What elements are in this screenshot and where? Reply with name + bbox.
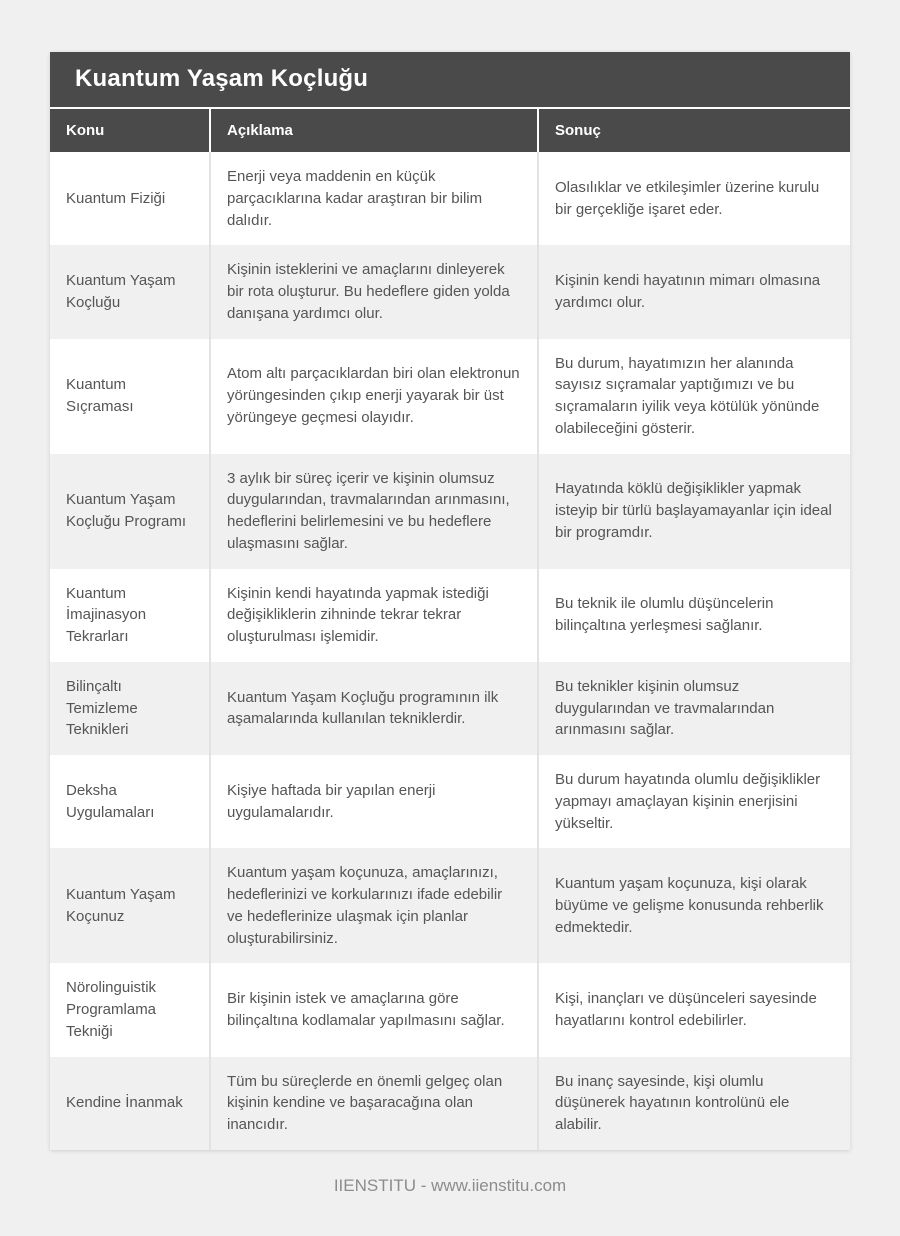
- table-header-row: [50, 108, 850, 152]
- description-cell: Bir kişinin istek ve amaçlarına göre bilinçaltına kodlamalar yapılmasını sağlar.: [210, 963, 538, 1056]
- table-row: [50, 152, 850, 245]
- description-cell: Tüm bu süreçlerde en önemli gelgeç olan kişinin kendine ve başaracağına olan inancıdır.: [210, 1057, 538, 1150]
- content-card: [50, 52, 850, 1150]
- result-cell: Bu teknikler kişinin olumsuz duygularından ve travmalarından arınmasını sağlar.: [538, 662, 850, 755]
- description-cell: 3 aylık bir süreç içerir ve kişinin olumsuz duygularından, travmalarından arınmasını, hedeflerini belirlemesini ve bu hedeflere ulaşmasını sağlar.: [210, 454, 538, 569]
- topic-cell: Kuantum Fiziği: [66, 189, 166, 207]
- table-row: [50, 662, 850, 755]
- result-cell: Bu inanç sayesinde, kişi olumlu düşünerek hayatının kontrolünü ele alabilir.: [538, 1057, 850, 1150]
- result-cell: Bu durum hayatında olumlu değişiklikler yapmayı amaçlayan kişinin enerjisini yükseltir.: [538, 755, 850, 848]
- table-row: [50, 454, 850, 569]
- column-header-aciklama: Açıklama: [210, 108, 538, 152]
- topic-cell: Kuantum Yaşam Koçunuz: [50, 848, 210, 963]
- description-cell: Atom altı parçacıklardan biri olan elektronun yörüngesinden çıkıp enerji yayarak bir üst yörüngeye geçmesi olayıdır.: [210, 339, 538, 454]
- result-cell: Kuantum yaşam koçunuza, kişi olarak büyüme ve gelişme konusunda rehberlik edmektedir.: [538, 848, 850, 963]
- table-row: [50, 245, 850, 338]
- result-cell: Bu teknik ile olumlu düşüncelerin bilinçaltına yerleşmesi sağlanır.: [538, 569, 850, 662]
- description-cell: Kuantum yaşam koçunuza, amaçlarınızı, hedeflerinizi ve korkularınızı ifade edebilir ve hedeflerinize ulaşmak için planlar oluşturabilirsiniz.: [210, 848, 538, 963]
- table-row: [50, 569, 850, 662]
- result-cell: Olasılıklar ve etkileşimler üzerine kurulu bir gerçekliğe işaret eder.: [538, 152, 850, 245]
- page-title: Kuantum Yaşam Koçluğu: [50, 52, 850, 107]
- result-cell: Hayatında köklü değişiklikler yapmak isteyip bir türlü başlayamayanlar için ideal bir programdır.: [538, 454, 850, 569]
- result-cell: Bu durum, hayatımızın her alanında sayısız sıçramalar yaptığımızı ve bu sıçramaların iyilik veya kötülük yönünde olabileceğini gösterir.: [538, 339, 850, 454]
- description-cell: Kişinin isteklerini ve amaçlarını dinleyerek bir rota oluşturur. Bu hedeflere giden yolda danışana yardımcı olur.: [210, 245, 538, 338]
- topics-table: [50, 107, 850, 1150]
- table-body: [50, 152, 850, 1150]
- topic-cell: Nörolinguistik Programlama Tekniği: [66, 979, 157, 1040]
- column-header-sonuc: Sonuç: [538, 108, 850, 152]
- topic-cell: Kuantum İmajinasyon Tekrarları: [66, 584, 147, 645]
- result-cell: Kişi, inançları ve düşünceleri sayesinde hayatlarını kontrol edebilirler.: [538, 963, 850, 1056]
- table-row: [50, 1057, 850, 1150]
- topic-cell: Bilinçaltı Temizleme Teknikleri: [50, 662, 210, 755]
- topic-cell: Kuantum Yaşam Koçluğu: [50, 245, 210, 338]
- table-header: [50, 108, 850, 152]
- table-row: [50, 755, 850, 848]
- description-cell: Kuantum Yaşam Koçluğu programının ilk aşamalarında kullanılan tekniklerdir.: [210, 662, 538, 755]
- topic-cell: Kuantum Sıçraması: [66, 376, 134, 415]
- table-row: [50, 963, 850, 1056]
- topic-cell: Deksha Uygulamaları: [66, 781, 155, 821]
- description-cell: Enerji veya maddenin en küçük parçacıklarına kadar araştıran bir bilim dalıdır.: [210, 152, 538, 245]
- topic-cell: Kendine İnanmak: [50, 1057, 210, 1150]
- column-header-konu: Konu: [50, 108, 210, 152]
- description-cell: Kişinin kendi hayatında yapmak istediği değişikliklerin zihninde tekrar tekrar oluşturulması işlemidir.: [210, 569, 538, 662]
- table-row: [50, 339, 850, 454]
- table-row: [50, 848, 850, 963]
- description-cell: Kişiye haftada bir yapılan enerji uygulamalarıdır.: [210, 755, 538, 848]
- result-cell: Kişinin kendi hayatının mimarı olmasına yardımcı olur.: [538, 245, 850, 338]
- topic-cell: Kuantum Yaşam Koçluğu Programı: [50, 454, 210, 569]
- footer-credit: IIENSTITU - www.iienstitu.com: [333, 1175, 567, 1195]
